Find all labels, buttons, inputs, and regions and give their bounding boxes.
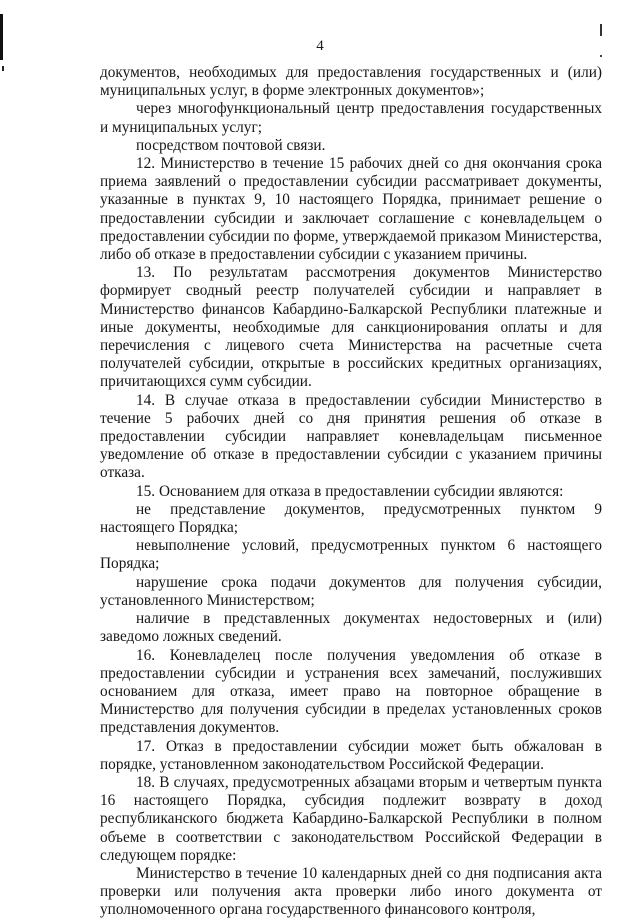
paragraph: посредством почтовой связи. (136, 136, 326, 154)
scan-speck (2, 66, 4, 71)
scan-corner-speck (600, 55, 602, 57)
document-body (100, 64, 602, 920)
paragraph: не представление документов, предусмотренных пунктом 9 настоящего Порядка; (100, 500, 602, 537)
paragraph-item-14: 14. В случае отказа в предоставлении субсидии Министерство в течение 5 рабочих дней со дня принятия решения об отказе в предоставлении субсидии направляет коневладельцам письменное уведомление об отказе в предоставлении субсидии с указанием причины отказа. (100, 391, 602, 482)
paragraph: нарушение срока подачи документов для получения субсидии, установленного Министерством; (100, 573, 602, 609)
paragraph-item-15: 15. Основанием для отказа в предоставлении субсидии являются: (136, 482, 564, 500)
paragraph-item-18: 18. В случаях, предусмотренных абзацами вторым и четвертым пункта 16 настоящего Порядка, субсидия подлежит возврату в доход республиканского бюджета Кабардино-Балкарской Республики в полном объеме в соответствии с законодательством Российской Федерации в следующем порядке: (100, 773, 602, 864)
paragraph-item-12: 12. Министерство в течение 15 рабочих дней со дня окончания срока приема заявлений о предоставлении субсидии рассматривает документы, указанные в пунктах 9, 10 настоящего Порядка, принимает решение о предоставлении субсидии и заключает соглашение с коневладельцем о предоставлении субсидии по форме, утверждаемой приказом Министерства, либо об отказе в предоставлении субсидии с указанием причины. (100, 155, 602, 264)
paragraph-item-13: 13. По результатам рассмотрения документов Министерство формирует сводный реестр получателей субсидии и направляет в Министерство финансов Кабардино-Балкарской Республики платежные и иные документы, необходимые для санкционирования оплаты и для перечисления с лицевого счета Министерства на расчетные счета получателей субсидии, открытые в российских кредитных организациях, причитающихся сумм субсидии. (100, 264, 602, 391)
paragraph-item-16: 16. Коневладелец после получения уведомления об отказе в предоставлении субсидии и устранения всех замечаний, послуживших основанием для отказа, имеет право на повторное обращение в Министерство для получения субсидии в пределах установленных сроков представления документов. (100, 646, 602, 737)
scan-corner-mark (600, 24, 602, 36)
paragraph-continuation: документов, необходимых для предоставления государственных и (или) муниципальных услуг, в форме электронных документов»; (100, 64, 602, 100)
paragraph: наличие в представленных документах недостоверных и (или) заведомо ложных сведений. (100, 610, 602, 646)
paragraph-item-17: 17. Отказ в предоставлении субсидии может быть обжалован в порядке, установленном законодательством Российской Федерации. (100, 737, 602, 773)
paragraph: невыполнение условий, предусмотренных пунктом 6 настоящего Порядка; (100, 537, 602, 573)
paragraph: через многофункциональный центр предоставления государственных и муниципальных услуг; (100, 100, 602, 136)
paragraph: Министерство в течение 10 календарных дней со дня подписания акта проверки или получения акта проверки либо иного документа от уполномоченного органа государственного финансового контроля, (100, 864, 602, 919)
page-number: 4 (316, 38, 324, 54)
